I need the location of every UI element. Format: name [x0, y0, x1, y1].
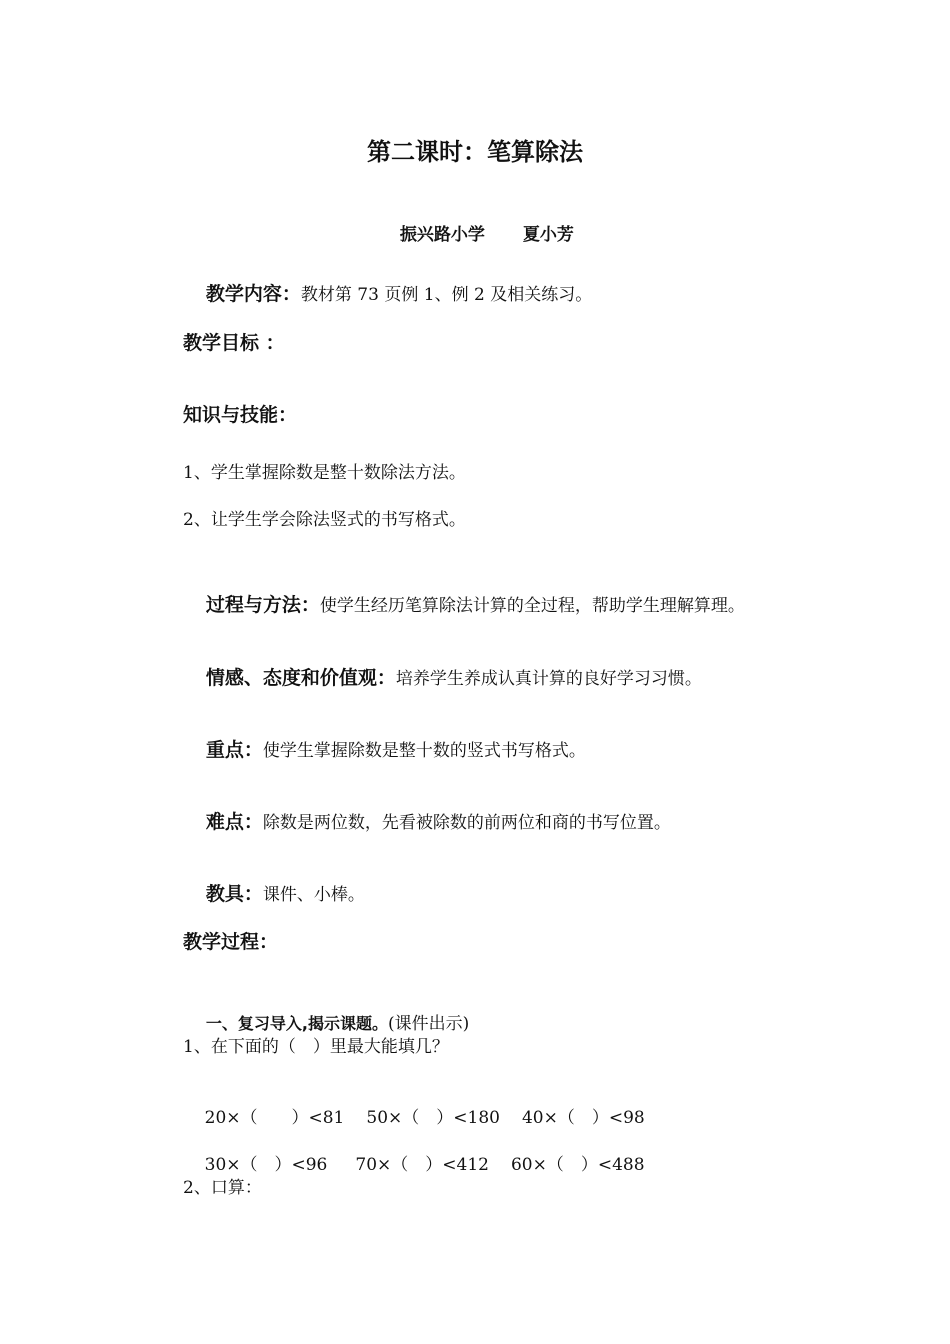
key-point-text: 使学生掌握除数是整十数的竖式书写格式。: [262, 741, 586, 761]
knowledge-heading: 知识与技能：: [183, 404, 298, 426]
exercise-1-item: 60×（ ）<488: [510, 1155, 645, 1175]
page-title: 第二课时：笔算除法: [367, 138, 583, 166]
process-method-text: 使学生经历笔算除法计算的全过程，帮助学生理解算理。: [319, 596, 745, 616]
exercise-1-prompt: 1、在下面的（ ）里最大能填几？: [183, 1037, 449, 1057]
exercise-2-prompt: 2、口算：: [183, 1178, 262, 1198]
tools-text: 课件、小棒。: [262, 885, 365, 905]
author-name: 夏小芳: [522, 225, 574, 245]
tools-label: 教具：: [205, 883, 263, 905]
knowledge-item-1: 1、学生掌握除数是整十数除法方法。: [183, 463, 466, 483]
teaching-content-text: 教材第 73 页例 1、例 2 及相关练习。: [300, 285, 593, 305]
exercise-1-item: 70×（ ）<412: [355, 1155, 489, 1175]
process-method: [183, 569, 745, 642]
exercise-1-item: 40×（ ）<98: [521, 1108, 645, 1128]
goals-heading: 教学目标 ：: [183, 332, 285, 354]
exercise-1-item: 20×（ ）<81: [204, 1108, 345, 1128]
section-1-label: 一、复习导入,揭示课题。: [205, 1014, 388, 1033]
key-point: [183, 714, 586, 787]
emotion-attitude: [183, 642, 702, 715]
teaching-tools: [183, 858, 365, 931]
section-1-note: (课件出示): [387, 1014, 470, 1034]
difficulty-label: 难点：: [205, 811, 263, 833]
process-method-label: 过程与方法：: [205, 594, 320, 616]
emotion-text: 培养学生养成认真计算的良好学习习惯。: [395, 669, 702, 689]
emotion-label: 情感、态度和价值观：: [205, 667, 396, 689]
teaching-content-label: 教学内容：: [205, 283, 301, 305]
key-point-label: 重点：: [205, 739, 263, 761]
knowledge-item-2: 2、让学生学会除法竖式的书写格式。: [183, 510, 466, 530]
exercise-1-item: 50×（ ）<180: [366, 1108, 500, 1128]
teaching-content: [183, 258, 592, 331]
author-school: 振兴路小学: [399, 225, 485, 245]
difficulty-text: 除数是两位数，先看被除数的前两位和商的书写位置。: [262, 813, 671, 833]
procedure-heading: 教学过程：: [183, 931, 279, 953]
exercise-1-item: 30×（ ）<96: [204, 1155, 328, 1175]
difficulty: [183, 786, 671, 859]
